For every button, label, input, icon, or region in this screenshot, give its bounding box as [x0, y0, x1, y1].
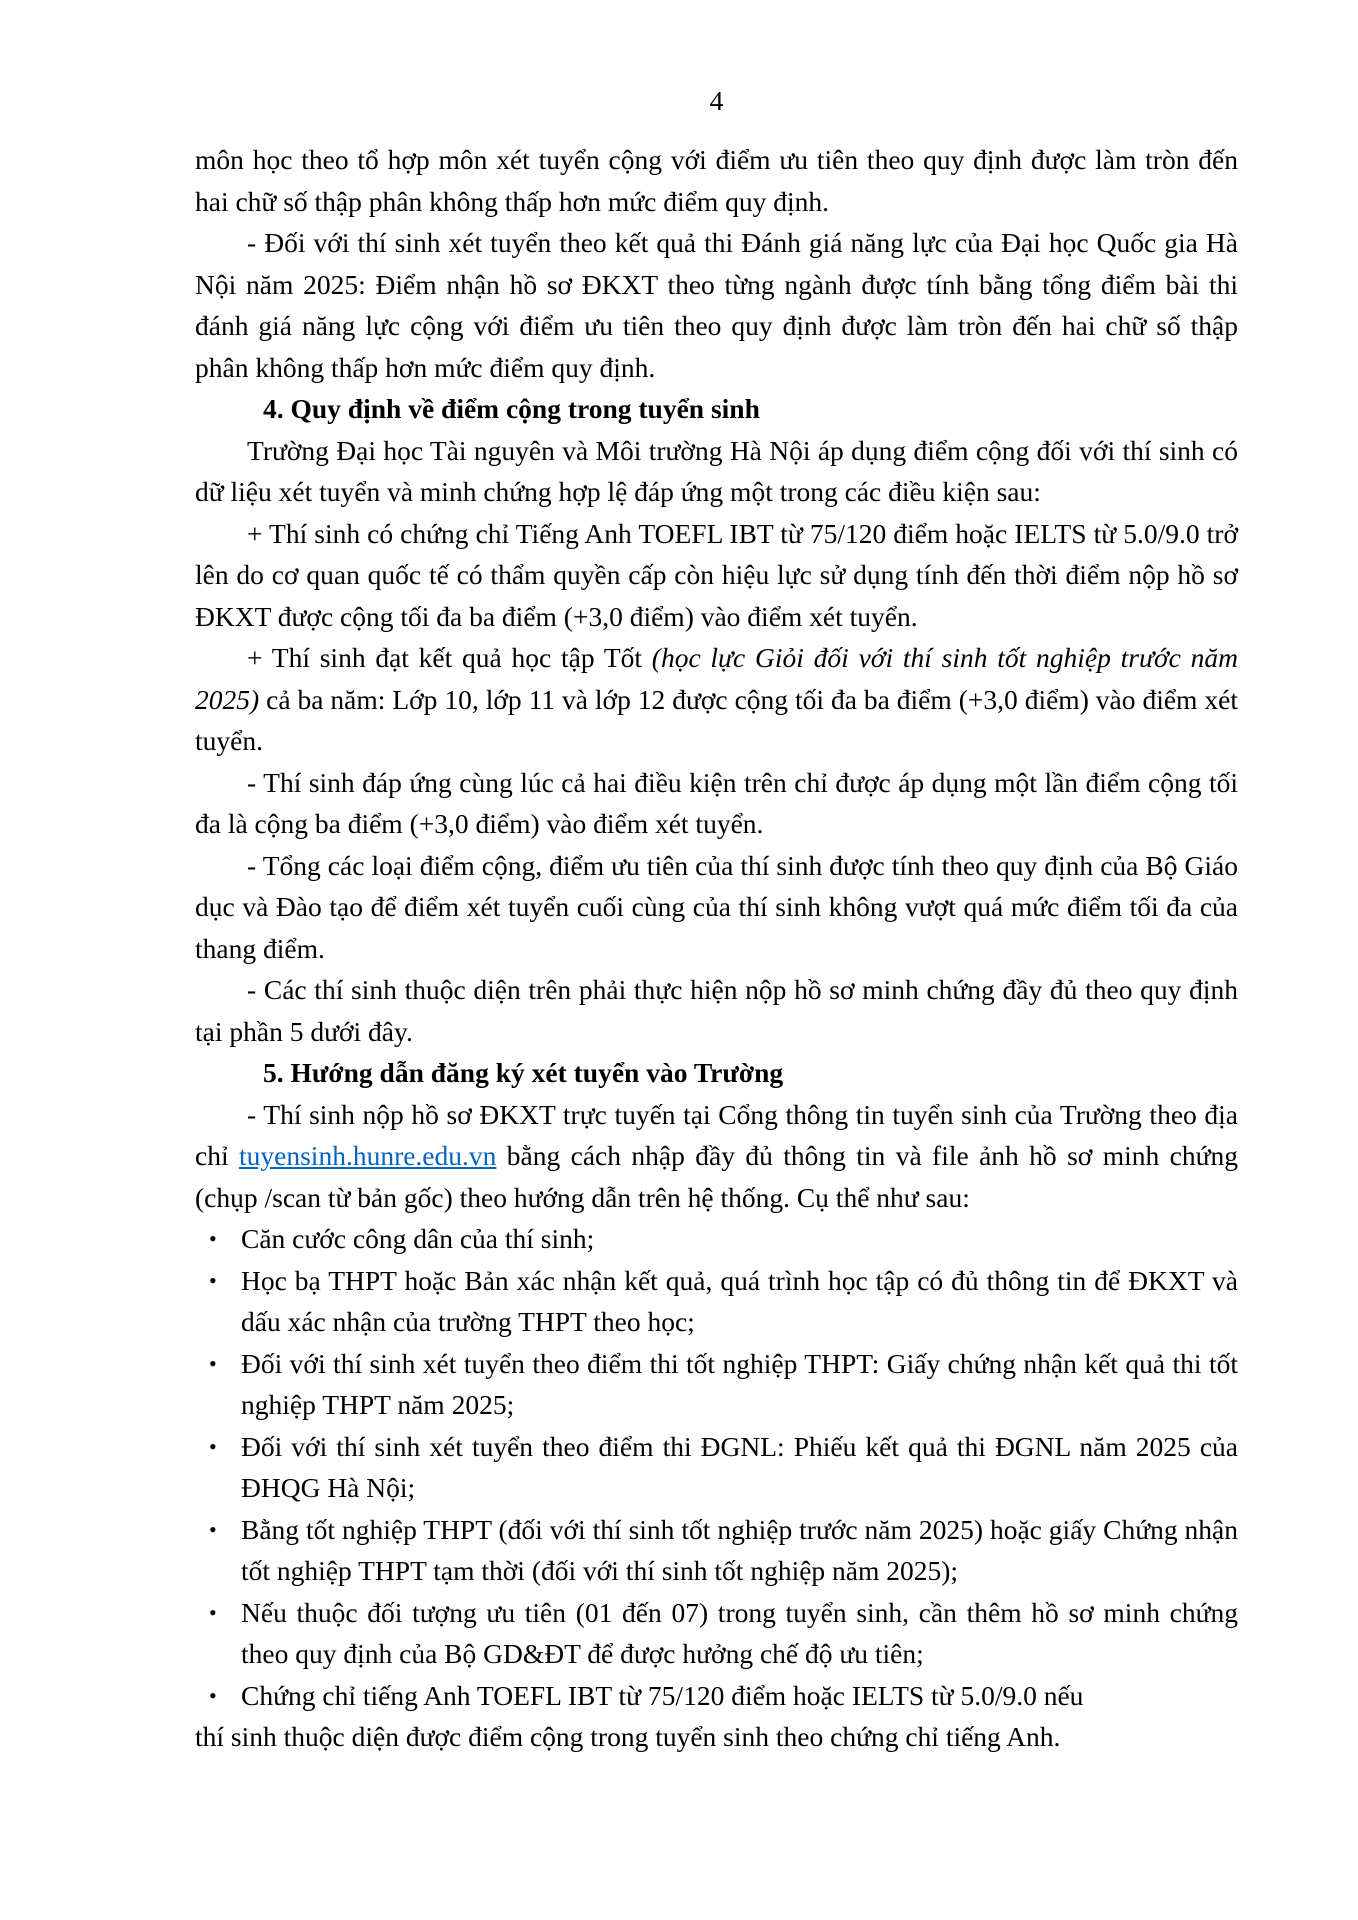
- page-number: 4: [709, 85, 724, 116]
- required-documents-list: [195, 1218, 1238, 1716]
- list-item: [209, 1218, 1238, 1260]
- document-page: [195, 78, 1238, 1758]
- bullet-icon: •: [209, 1226, 217, 1251]
- paragraph-bonus-academic-end: cả ba năm: Lớp 10, lớp 11 và lớp 12 được cộng tối đa ba điểm (+3,0 điểm) vào điểm xét tuyển.: [195, 683, 1238, 756]
- list-item: [209, 1343, 1238, 1426]
- paragraph-bonus-academic-start: + Thí sinh đạt kết quả học tập Tốt: [247, 642, 652, 673]
- paragraph-bonus-evidence: - Các thí sinh thuộc diện trên phải thực hiện nộp hồ sơ minh chứng đầy đủ theo quy định tại phần 5 dưới đây.: [195, 974, 1238, 1047]
- paragraph-bonus-english: + Thí sinh có chứng chỉ Tiếng Anh TOEFL IBT từ 75/120 điểm hoặc IELTS từ 5.0/9.0 trở lên do cơ quan quốc tế có thẩm quyền cấp còn hiệu lực sử dụng tính đến thời điểm nộp hồ sơ ĐKXT được cộng tối đa ba điểm (+3,0 điểm) vào điểm xét tuyển.: [195, 517, 1238, 632]
- list-item: [209, 1675, 1238, 1717]
- paragraph-registration-start: - Thí sinh nộp hồ sơ ĐKXT trực tuyến tại Cổng thông tin tuyển sinh của Trường theo địa chỉ: [195, 1098, 1238, 1171]
- bullet-icon: •: [209, 1516, 217, 1542]
- bullet-icon: •: [209, 1599, 217, 1625]
- list-item-text: Đối với thí sinh xét tuyển theo điểm thi ĐGNL: Phiếu kết quả thi ĐGNL năm 2025 của ĐHQG Hà Nội;: [241, 1430, 1238, 1503]
- paragraph-bonus-academic-italic: (học lực Giỏi đối với thí sinh tốt nghiệp trước năm 2025): [195, 642, 1238, 715]
- list-item: [209, 1509, 1238, 1592]
- list-item-text: Học bạ THPT hoặc Bản xác nhận kết quả, quá trình học tập có đủ thông tin để ĐKXT và dấu xác nhận của trường THPT theo học;: [241, 1264, 1238, 1337]
- paragraph-bonus-total: - Tổng các loại điểm cộng, điểm ưu tiên của thí sinh được tính theo quy định của Bộ Giáo dục và Đào tạo để điểm xét tuyển cuối cùng của thí sinh không vượt quá mức điểm tối đa của thang điểm.: [195, 849, 1238, 964]
- paragraph-bonus-intro: Trường Đại học Tài nguyên và Môi trường Hà Nội áp dụng điểm cộng đối với thí sinh có dữ liệu xét tuyển và minh chứng hợp lệ đáp ứng một trong các điều kiện sau:: [195, 434, 1238, 507]
- list-item-text: Nếu thuộc đối tượng ưu tiên (01 đến 07) trong tuyển sinh, cần thêm hồ sơ minh chứng theo quy định của Bộ GD&ĐT để được hưởng chế độ ưu tiên;: [241, 1596, 1238, 1669]
- bullet-icon: •: [209, 1433, 217, 1459]
- list-item-text: Đối với thí sinh xét tuyển theo điểm thi tốt nghiệp THPT: Giấy chứng nhận kết quả thi tốt nghiệp THPT năm 2025;: [241, 1347, 1238, 1420]
- bullet-icon: •: [209, 1267, 217, 1293]
- section-heading-4: 4. Quy định về điểm cộng trong tuyển sinh: [263, 393, 760, 424]
- section-heading-5: 5. Hướng dẫn đăng ký xét tuyển vào Trường: [263, 1057, 784, 1088]
- paragraph-dgnl-criteria: - Đối với thí sinh xét tuyển theo kết quả thi Đánh giá năng lực của Đại học Quốc gia Hà Nội năm 2025: Điểm nhận hồ sơ ĐKXT theo từng ngành được tính bằng tổng điểm bài thi đánh giá năng lực cộng với điểm ưu tiên theo quy định được làm tròn đến hai chữ số thập phân không thấp hơn mức điểm quy định.: [195, 227, 1238, 383]
- paragraph-bonus-academic: [195, 637, 1238, 762]
- bullet-icon: •: [209, 1350, 217, 1376]
- paragraph-registration-end: bằng cách nhập đầy đủ thông tin và file ảnh hồ sơ minh chứng (chụp /scan từ bản gốc) theo hướng dẫn trên hệ thống. Cụ thể như sau:: [195, 1140, 1238, 1213]
- paragraph-bonus-both: - Thí sinh đáp ứng cùng lúc cả hai điều kiện trên chỉ được áp dụng một lần điểm cộng tối đa là cộng ba điểm (+3,0 điểm) vào điểm xét tuyển.: [195, 766, 1238, 839]
- list-item-text: Bằng tốt nghiệp THPT (đối với thí sinh tốt nghiệp trước năm 2025) hoặc giấy Chứng nhận tốt nghiệp THPT tạm thời (đối với thí sinh tốt nghiệp năm 2025);: [241, 1513, 1238, 1586]
- list-item: [209, 1592, 1238, 1675]
- list-item-text: Chứng chỉ tiếng Anh TOEFL IBT từ 75/120 điểm hoặc IELTS từ 5.0/9.0 nếu: [241, 1679, 1084, 1711]
- list-item-text: Căn cước công dân của thí sinh;: [241, 1223, 595, 1254]
- paragraph-registration: [195, 1094, 1238, 1219]
- list-item: [209, 1426, 1238, 1509]
- admission-portal-link[interactable]: tuyensinh.hunre.edu.vn: [239, 1140, 497, 1171]
- paragraph-continuation: môn học theo tổ hợp môn xét tuyển cộng với điểm ưu tiên theo quy định được làm tròn đến hai chữ số thập phân không thấp hơn mức điểm quy định.: [195, 144, 1238, 217]
- bullet-icon: •: [209, 1682, 217, 1708]
- list-item-continuation: thí sinh thuộc diện được điểm cộng trong tuyển sinh theo chứng chỉ tiếng Anh.: [195, 1721, 1061, 1752]
- list-item: [209, 1260, 1238, 1343]
